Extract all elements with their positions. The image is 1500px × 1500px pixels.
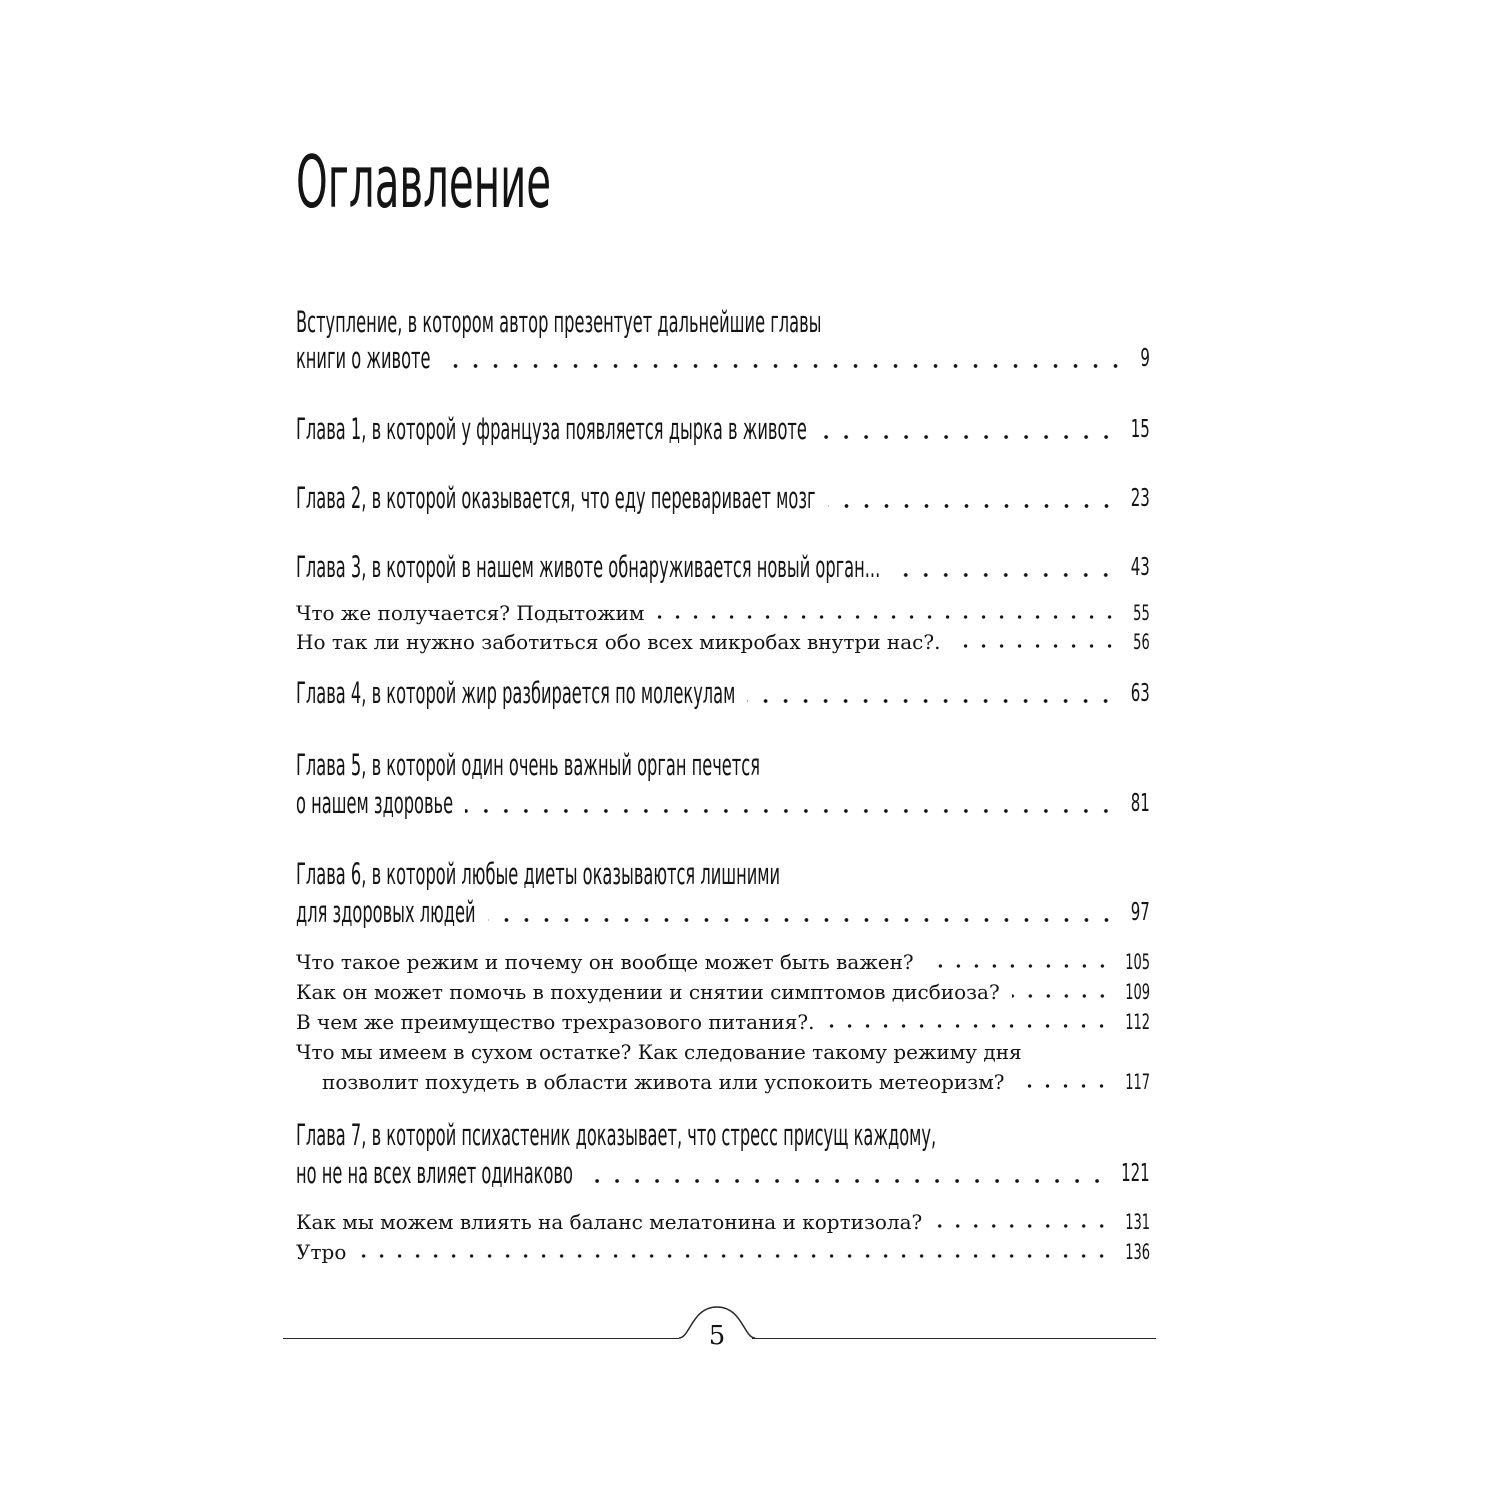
section-title: Что такое режим и почему он вообще может быть важен? <box>296 950 914 974</box>
section-title: В чем же преимущество трехразового питания?. <box>296 1010 815 1034</box>
page-ref: 112 <box>1125 1010 1150 1034</box>
chapter-title: Глава 4, в которой жир разбирается по молекулам <box>296 676 736 710</box>
chapter-title: Глава 1, в которой у француза появляется дырка в животе <box>296 412 807 446</box>
dot-leader <box>934 1222 1111 1230</box>
page-title: Оглавление <box>296 140 552 224</box>
dot-leader <box>358 1252 1111 1260</box>
page-ref: 109 <box>1125 980 1150 1004</box>
toc-chapter-line <box>296 302 1150 342</box>
toc-section-line <box>296 1208 1150 1236</box>
dot-leader <box>1012 992 1111 1000</box>
page-ref: 97 <box>1130 897 1150 926</box>
section-title: Как он может помочь в похудении и снятии симптомов дисбиоза? <box>296 980 1000 1004</box>
toc-chapter-line <box>296 478 1150 518</box>
chapter-title: Глава 7, в которой психастеник доказывает, что стресс присущ каждому, <box>296 1118 937 1152</box>
section-title: Но так ли нужно заботиться обо всех микробах внутри нас?. <box>296 630 941 654</box>
page-ref: 131 <box>1125 1210 1150 1234</box>
chapter-title: о нашем здоровье <box>296 786 454 820</box>
page-ref: 63 <box>1130 678 1150 707</box>
toc-chapter-line <box>296 338 1150 378</box>
dot-leader <box>826 1022 1111 1030</box>
toc-section-line <box>296 948 1150 976</box>
dot-leader <box>819 433 1116 441</box>
toc-section-line <box>296 599 1150 627</box>
toc-chapter-line <box>296 409 1150 449</box>
page-ref: 55 <box>1133 601 1150 625</box>
toc-section-line <box>296 1008 1150 1036</box>
section-title: позволит похудеть в области живота или успокоить метеоризм? <box>322 1070 1005 1094</box>
toc-section-line <box>296 628 1150 656</box>
page-ref: 23 <box>1130 483 1150 512</box>
dot-leader <box>465 807 1116 815</box>
toc-chapter-line <box>296 745 1150 785</box>
chapter-title: Глава 5, в которой один очень важный орган печется <box>296 748 760 782</box>
dot-leader <box>747 697 1116 705</box>
toc-chapter-line <box>296 1115 1150 1155</box>
page-ref: 43 <box>1130 552 1150 581</box>
footer-rule-left <box>283 1338 679 1339</box>
toc-section-line <box>296 1068 1150 1096</box>
toc-chapter-line <box>296 673 1150 713</box>
page-ref: 9 <box>1140 343 1150 372</box>
toc-section-line <box>296 1238 1150 1266</box>
dot-leader <box>828 502 1117 510</box>
chapter-title: для здоровых людей <box>296 895 476 929</box>
chapter-title: Глава 2, в которой оказывается, что еду переваривает мозг <box>296 481 816 515</box>
page-ref: 81 <box>1130 788 1150 817</box>
page-ref: 121 <box>1121 1158 1150 1187</box>
chapter-title: но не на всех влияет одинаково <box>296 1156 573 1190</box>
dot-leader <box>442 362 1126 370</box>
toc-chapter-line <box>296 892 1150 932</box>
page-ref: 15 <box>1130 414 1150 443</box>
dot-leader <box>952 642 1119 650</box>
dot-leader <box>1016 1082 1111 1090</box>
chapter-title: Глава 6, в которой любые диеты оказываются лишними <box>296 857 781 891</box>
toc-chapter-line <box>296 1153 1150 1193</box>
page-number: 5 <box>708 1321 726 1351</box>
dot-leader <box>488 916 1116 924</box>
toc-chapter-line <box>296 854 1150 894</box>
dot-leader <box>656 613 1119 621</box>
toc-chapter-line <box>296 547 1150 587</box>
section-title: Как мы можем влиять на баланс мелатонина и кортизола? <box>296 1210 923 1234</box>
toc-section-line <box>296 1038 1150 1066</box>
page-ref: 117 <box>1125 1070 1150 1094</box>
section-title: Что мы имеем в сухом остатке? Как следование такому режиму дня <box>296 1040 1022 1064</box>
footer-rule-right <box>752 1338 1156 1339</box>
page-ref: 136 <box>1125 1240 1150 1264</box>
page-ref: 105 <box>1125 950 1150 974</box>
toc-section-line <box>296 978 1150 1006</box>
chapter-title: книги о животе <box>296 341 431 375</box>
dot-leader <box>892 571 1116 579</box>
section-title: Утро <box>296 1240 347 1264</box>
dot-leader <box>926 962 1111 970</box>
dot-leader <box>585 1177 1107 1185</box>
section-title: Что же получается? Подытожим <box>296 601 645 625</box>
page-ref: 56 <box>1133 630 1150 654</box>
chapter-title: Вступление, в котором автор презентует дальнейшие главы <box>296 305 822 339</box>
toc-chapter-line <box>296 783 1150 823</box>
chapter-title: Глава 3, в которой в нашем животе обнаруживается новый орган... <box>296 550 881 584</box>
